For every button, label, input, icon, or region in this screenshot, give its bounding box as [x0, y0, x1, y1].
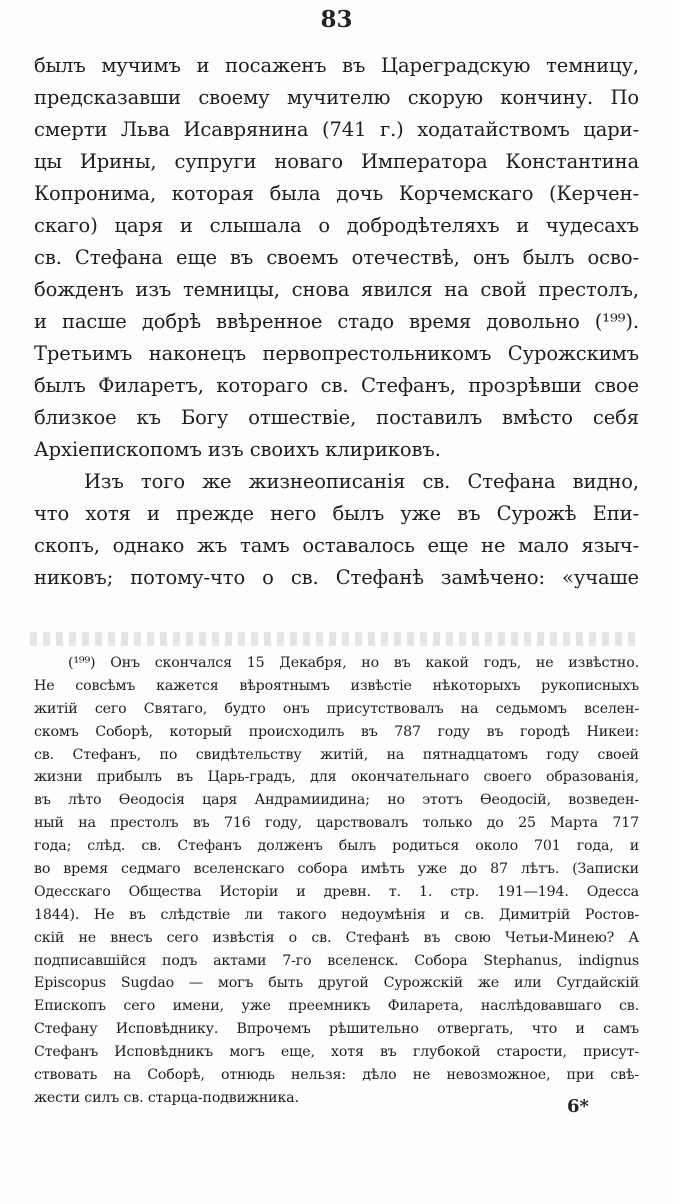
footnote-line: скомъ Соборѣ, который происходилъ въ 787 году въ городѣ Никеи: [34, 723, 639, 740]
footnote-line: Одесскаго Общества Исторіи и древн. т. 1. стр. 191—194. Одесса [34, 883, 639, 900]
show-through-band [30, 632, 640, 646]
footnote-line: 1844). Не въ слѣдствіе ли такого недоумѣнія и св. Димитрій Ростов- [34, 906, 639, 923]
footnote-line: св. Стефанъ, по свидѣтельству житій, на пятнадцатомъ году своей [34, 746, 639, 763]
body-line: былъ Филаретъ, котораго св. Стефанъ, прозрѣвши свое [34, 374, 639, 397]
body-line: Третьимъ наконецъ первопрестольникомъ Сурожскимъ [34, 342, 639, 365]
body-line: что хотя и прежде него былъ уже въ Сурожѣ Епи- [34, 502, 639, 525]
footnote-line: (¹⁹⁹) Онъ скончался 15 Декабря, но въ какой годъ, не извѣстно. [68, 655, 639, 671]
footnote-line: въ лѣто Ѳеодосія царя Андрамиидина; но этотъ Ѳеодосій, возведен- [34, 792, 639, 809]
footnote-line: Стефану Исповѣднику. Впрочемъ рѣшительно отвергать, что и самъ [34, 1021, 639, 1038]
body-line: никовъ; потому-что о св. Стефанѣ замѣчено: «учаше [34, 566, 639, 589]
body-line: предсказавши своему мучителю скорую кончину. По [34, 86, 639, 109]
body-line: скопъ, однако жъ тамъ оставалось еще не мало языч- [34, 534, 639, 557]
body-line: скаго) царя и слышала о добродѣтеляхъ и чудесахъ [34, 214, 639, 237]
page-number: 83 [320, 6, 353, 33]
body-line: божденъ изъ темницы, снова явился на свой престолъ, [34, 278, 639, 301]
footnote-line: Епископъ сего имени, уже преемникъ Филарета, наслѣдовавшаго св. [34, 998, 639, 1015]
body-line: близкое къ Богу отшествіе, поставилъ вмѣсто себя [34, 406, 639, 429]
body-line: смерти Льва Исаврянина (741 г.) ходатайствомъ цари- [34, 118, 639, 141]
footnote-line: года; слѣд. св. Стефанъ долженъ былъ родиться около 701 года, и [34, 838, 639, 855]
body-line: цы Ирины, супруги новаго Императора Константина [34, 150, 639, 173]
body-line: былъ мучимъ и посаженъ въ Цареградскую темницу, [34, 54, 639, 77]
body-line: Изъ того же жизнеописанія св. Стефана видно, [84, 470, 639, 493]
footnote-line: ный на престолъ въ 716 году, царствовалъ только до 25 Марта 717 [34, 815, 639, 832]
footnote-line: скій не внесъ сего извѣстія о св. Стефанѣ въ свою Четьи-Минею? А [34, 929, 639, 946]
body-line: св. Стефана еще въ своемъ отечествѣ, онъ былъ осво- [34, 246, 639, 269]
footnote-line: подписавшійся подъ актами 7-го вселенск. Собора Stephanus, indignus [34, 952, 639, 969]
printer-signature-mark: 6* [567, 1096, 589, 1117]
footnote-line: Не совсѣмъ кажется вѣроятнымъ извѣстіе нѣкоторыхъ рукописныхъ [34, 677, 639, 694]
body-line: Архіепископомъ изъ своихъ клириковъ. [34, 438, 441, 461]
main-text [34, 50, 639, 594]
footnote-line: ствовать на Соборѣ, отнюдь нельзя: дѣло не невозможное, при свѣ- [34, 1067, 639, 1084]
body-line: и пасше добрѣ ввѣренное стадо время довольно (¹⁹⁹). [34, 310, 639, 333]
footnote-block [34, 652, 639, 1110]
footnote-line: Episcopus Sugdao — могъ быть другой Сурожскій же или Сугдайскій [34, 975, 639, 992]
body-line: Копронима, которая была дочь Корчемскаго (Керчен- [34, 182, 639, 205]
footnote-line: во время седмаго вселенскаго собора имѣть уже до 87 лѣтъ. (Записки [34, 861, 639, 878]
footnote-line: жести силъ св. старца-подвижника. [34, 1089, 299, 1106]
footnote-line: житій сего Святаго, будто онъ присутствовалъ на седьмомъ вселен- [34, 700, 639, 717]
footnote-line: Стефанъ Исповѣдникъ могъ еще, хотя въ глубокой старости, присут- [34, 1044, 639, 1061]
footnote-line: жизни прибылъ въ Царь-градъ, для окончательнаго своего образованія, [34, 769, 639, 786]
